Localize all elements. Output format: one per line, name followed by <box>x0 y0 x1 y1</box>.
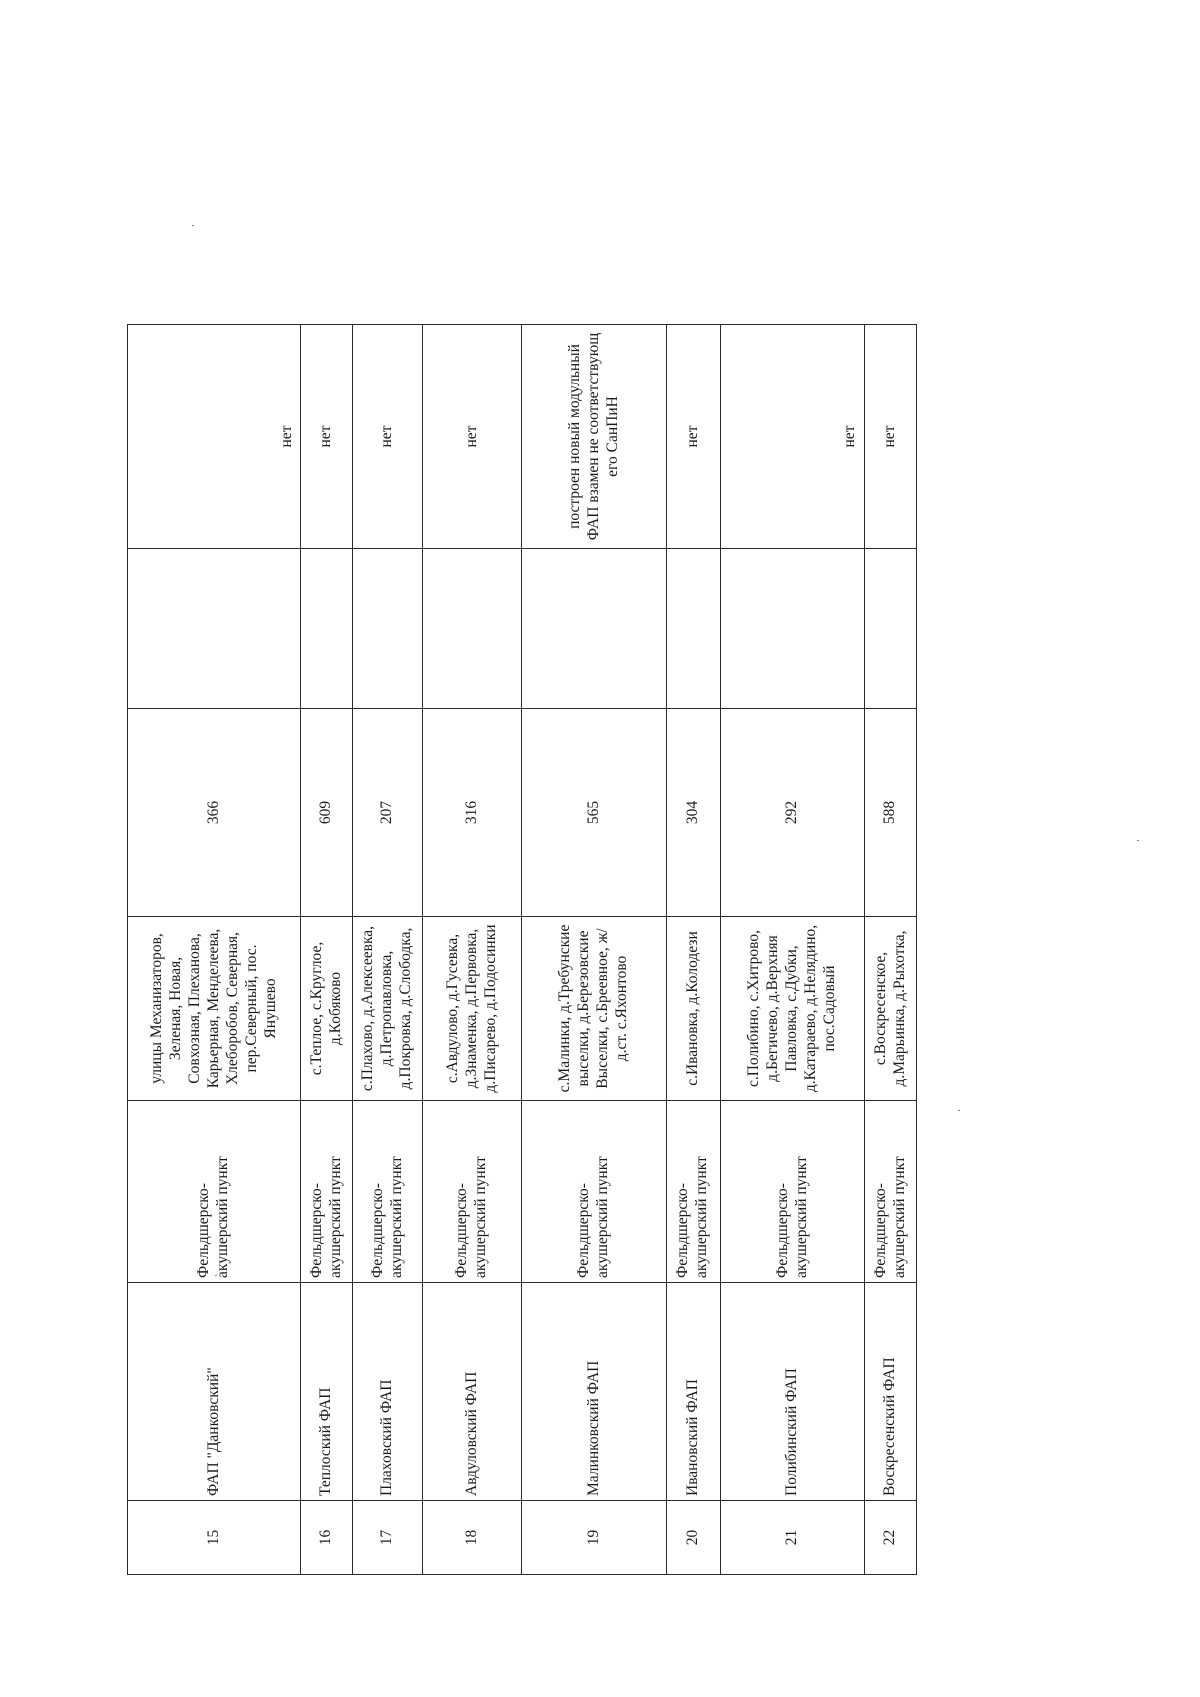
facility-type: Фельдшерско-акушерский пункт <box>423 1101 522 1283</box>
fap-name: Теплоский ФАП <box>301 1283 353 1501</box>
population: 565 <box>522 709 667 917</box>
extra-cell <box>522 549 667 709</box>
facility-type: Фельдшерско-акушерский пункт <box>128 1101 301 1283</box>
table-row <box>128 325 301 1575</box>
scan-speck <box>192 225 194 226</box>
fap-name: Полибинский ФАП <box>720 1283 865 1501</box>
population: 609 <box>301 709 353 917</box>
table-row <box>301 325 353 1575</box>
extra-cell <box>353 549 423 709</box>
note: нет <box>423 325 522 549</box>
extra-cell <box>301 549 353 709</box>
settlements: с.Авдулово, д.Гусевка, д.Знаменка, д.Первовка, д.Писарево, д.Подосинки <box>423 917 522 1101</box>
facility-type: Фельдшерско-акушерский пункт <box>720 1101 865 1283</box>
rotated-table-wrapper <box>127 325 917 1575</box>
population: 304 <box>667 709 721 917</box>
extra-cell <box>865 549 917 709</box>
note: нет <box>301 325 353 549</box>
settlements: с.Воскресенское, д.Марьинка, д.Рыхотка, <box>865 917 917 1101</box>
settlements: с.Малинки, д.Требунские выселки, д.Березовские Выселки, с.Бреевное, ж/д.ст. с.Яхонтово <box>522 917 667 1101</box>
fap-name: ФАП "Данковский" <box>128 1283 301 1501</box>
population: 366 <box>128 709 301 917</box>
facility-type: Фельдшерско-акушерский пункт <box>301 1101 353 1283</box>
population: 316 <box>423 709 522 917</box>
facility-type: Фельдшерско-акушерский пункт <box>865 1101 917 1283</box>
population: 292 <box>720 709 865 917</box>
fap-name: Ивановский ФАП <box>667 1283 721 1501</box>
table-row <box>353 325 423 1575</box>
row-number: 16 <box>301 1501 353 1575</box>
facility-type: Фельдшерско-акушерский пункт <box>522 1101 667 1283</box>
settlements: с.Ивановка, д.Колодези <box>667 917 721 1101</box>
fap-table <box>127 324 917 1575</box>
row-number: 15 <box>128 1501 301 1575</box>
facility-type: Фельдшерско-акушерский пункт <box>667 1101 721 1283</box>
table-row <box>720 325 865 1575</box>
note: построен новый модульный ФАП взамен не соответствующ его СанПиН <box>522 325 667 549</box>
population: 588 <box>865 709 917 917</box>
table-row <box>423 325 522 1575</box>
table-row <box>522 325 667 1575</box>
note: нет <box>667 325 721 549</box>
table-row <box>865 325 917 1575</box>
extra-cell <box>128 549 301 709</box>
settlements: улицы Механизаторов, Зеленая, Новая, Совхозная, Плеханова, Карьерная, Менделеева, Хлеборобов, Северная, пер.Северный, пос. Янушево <box>128 917 301 1101</box>
facility-type: Фельдшерско-акушерский пункт <box>353 1101 423 1283</box>
extra-cell <box>667 549 721 709</box>
row-number: 20 <box>667 1501 721 1575</box>
scan-speck <box>1137 840 1139 841</box>
note: нет <box>353 325 423 549</box>
row-number: 17 <box>353 1501 423 1575</box>
fap-name: Воскресенский ФАП <box>865 1283 917 1501</box>
table-row <box>667 325 721 1575</box>
population: 207 <box>353 709 423 917</box>
note: нет <box>720 325 865 549</box>
fap-name: Авдуловский ФАП <box>423 1283 522 1501</box>
settlements: с.Плахово, д.Алексеевка, д.Петропавловка, д.Покровка, д.Слободка, <box>353 917 423 1101</box>
extra-cell <box>720 549 865 709</box>
row-number: 18 <box>423 1501 522 1575</box>
fap-name: Малинковский ФАП <box>522 1283 667 1501</box>
fap-name: Плаховский ФАП <box>353 1283 423 1501</box>
row-number: 22 <box>865 1501 917 1575</box>
row-number: 21 <box>720 1501 865 1575</box>
scan-speck <box>958 1110 960 1111</box>
note: нет <box>865 325 917 549</box>
settlements: с.Теплое, с.Круглое, д.Кобяково <box>301 917 353 1101</box>
settlements: с.Полибино, с.Хитрово, д.Бегичево, д.Верхняя Павловка, с.Дубки, д.Катараево, д.Нелядино, пос.Садовый <box>720 917 865 1101</box>
row-number: 19 <box>522 1501 667 1575</box>
extra-cell <box>423 549 522 709</box>
note: нет <box>128 325 301 549</box>
